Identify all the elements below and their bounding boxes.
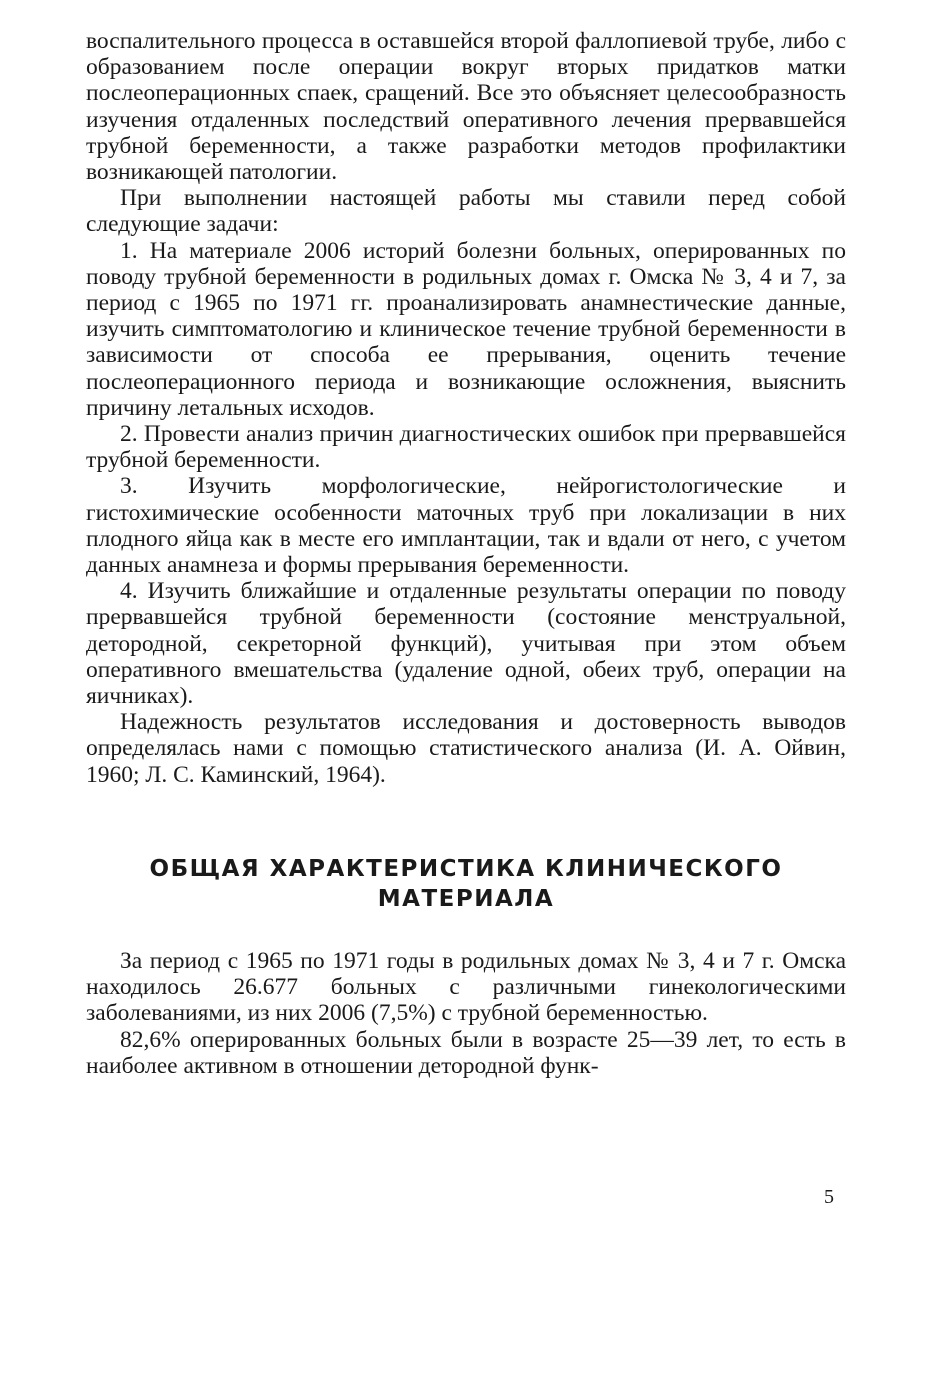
tasks-list	[86, 238, 846, 710]
section-paragraph-2: 82,6% оперированных больных были в возрасте 25—39 лет, то есть в наиболее активном в отношении детородной функ-	[86, 1026, 846, 1079]
tasks-intro-paragraph: При выполнении настоящей работы мы ставили перед собой следующие задачи:	[86, 185, 846, 238]
section-paragraph-1: За период с 1965 по 1971 годы в родильных домах № 3, 4 и 7 г. Омска находилось 26.677 больных с различными гинекологическими заболеваниями, из них 2006 (7,5%) с трубной беременностью.	[86, 947, 846, 1027]
task-item-3: 3. Изучить морфологические, нейрогистологические и гистохимические особенности маточных труб при локализации в них плодного яйца как в месте его имплантации, так и вдали от него, с учетом данных анамнеза и формы прерывания беременности.	[86, 473, 846, 579]
intro-continuation-paragraph: воспалительного процесса в оставшейся второй фаллопиевой трубе, либо с образованием после операции вокруг вторых придатков матки послеоперационных спаек, сращений. Все это объясняет целесообразность изучения отдаленных последствий оперативного лечения прервавшейся трубной беременности, а также разработки методов профилактики возникающей патологии.	[86, 28, 846, 186]
task-item-4: 4. Изучить ближайшие и отдаленные результаты операции по поводу прервавшейся трубной беременности (состояние менструальной, детородной, секреторной функций), учитывая при этом объем оперативного вмешательства (удаление одной, обеих труб, операции на яичниках).	[86, 578, 846, 710]
task-item-1: 1. На материале 2006 историй болезни больных, оперированных по поводу трубной беременности в родильных домах г. Омска № 3, 4 и 7, за период с 1965 по 1971 гг. проанализировать анамнестические данные, изучить симптоматологию и клиническое течение трубной беременности в зависимости от способа ее прерывания, оценить течение послеоперационного периода и возникающие осложнения, выяснить причину летальных исходов.	[86, 237, 846, 421]
document-page	[86, 28, 846, 1079]
page-number: 5	[824, 1186, 834, 1208]
task-item-2: 2. Провести анализ причин диагностических ошибок при прервавшейся трубной беременности.	[86, 421, 846, 474]
reliability-paragraph: Надежность результатов исследования и достоверность выводов определялась нами с помощью статистического анализа (И. А. Ойвин, 1960; Л. С. Каминский, 1964).	[86, 709, 846, 788]
section-heading: ОБЩАЯ ХАРАКТЕРИСТИКА КЛИНИЧЕСКОГО МАТЕРИАЛА	[149, 855, 783, 912]
